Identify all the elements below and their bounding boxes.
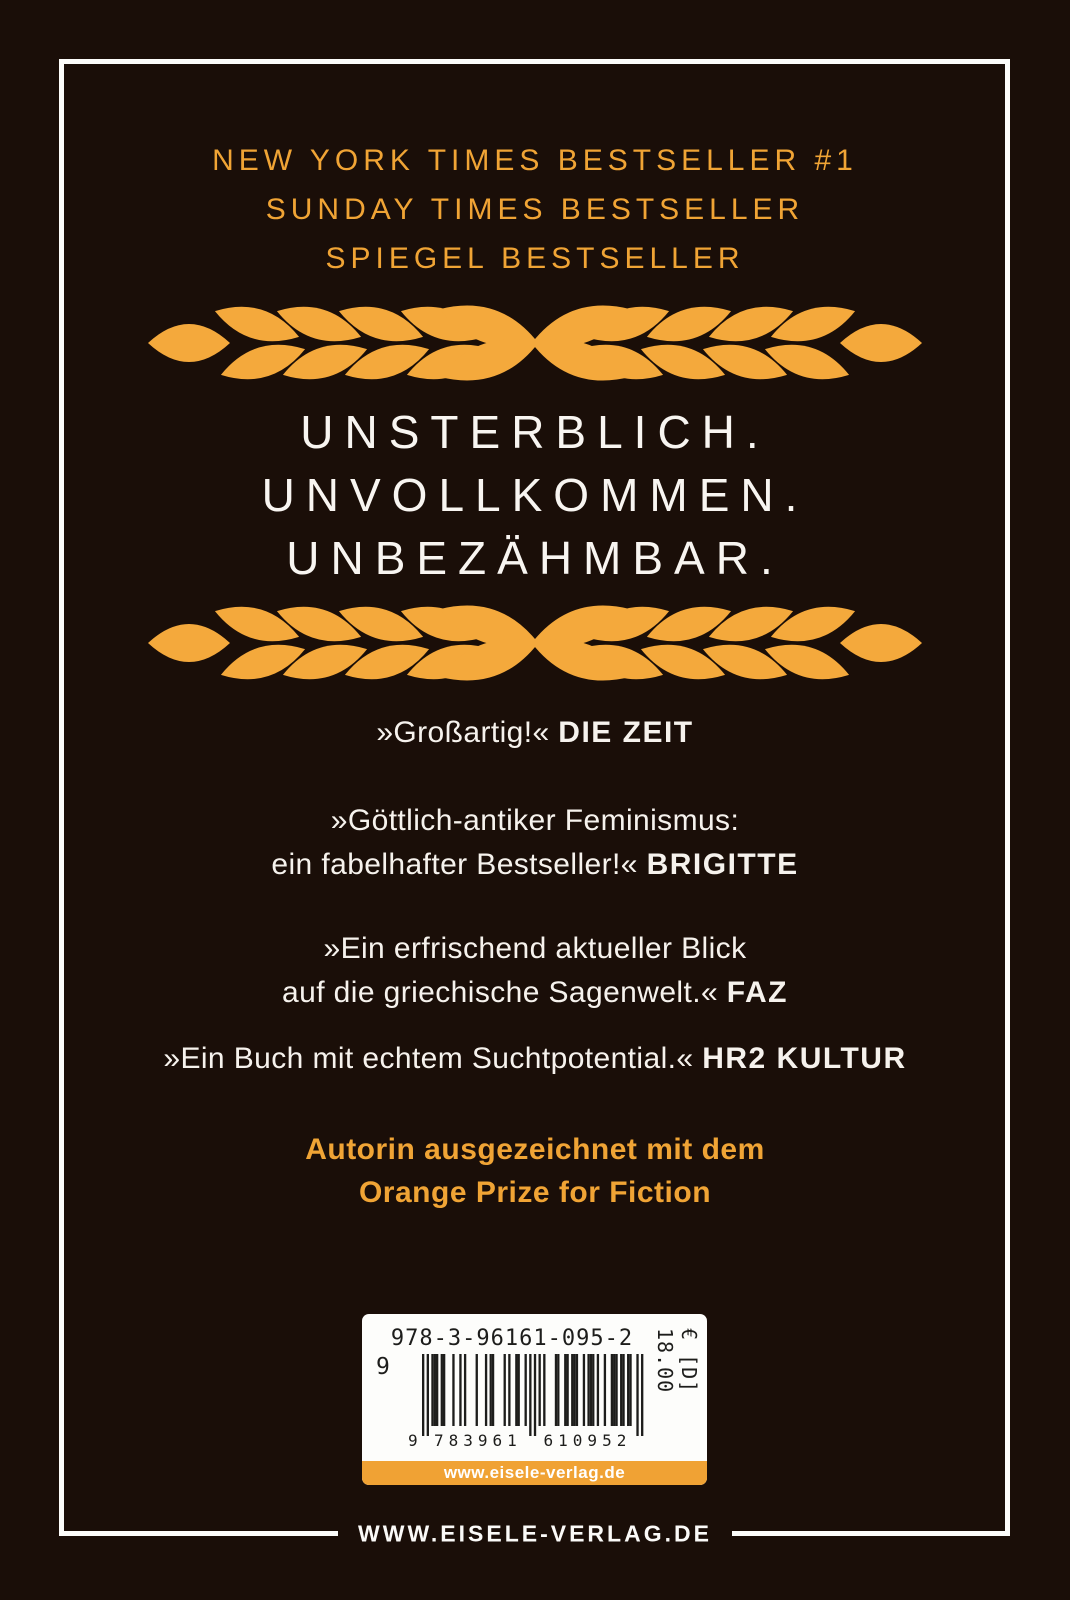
press-quote-die-zeit	[0, 711, 1070, 755]
barcode-block	[362, 1314, 707, 1485]
award-note	[0, 1128, 1070, 1214]
quote-text: »Ein erfrischend aktueller Blick	[323, 932, 747, 965]
badge-spiegel: SPIEGEL BESTSELLER	[325, 242, 745, 275]
award-line-2: Orange Prize for Fiction	[358, 1176, 712, 1209]
badge-nyt: NEW YORK TIMES BESTSELLER #1	[212, 144, 858, 177]
isbn-number: 978-3-96161-095-2	[390, 1326, 634, 1351]
quote-text: »Göttlich-antiker Feminismus:	[330, 804, 740, 837]
badge-sunday-times: SUNDAY TIMES BESTSELLER	[265, 193, 805, 226]
tagline-line-1: UNSTERBLICH.	[300, 406, 770, 458]
press-quote-faz	[0, 927, 1070, 1015]
svg-text:610952: 610952	[543, 1431, 632, 1450]
footer-rule	[0, 1520, 1070, 1561]
bestseller-badges	[0, 136, 1070, 283]
ean-barcode-icon	[408, 1354, 646, 1450]
tagline-line-2: UNVOLLKOMMEN.	[261, 469, 809, 521]
price-value: 18.00	[653, 1328, 677, 1394]
price-currency-label: € [D]	[677, 1328, 701, 1394]
svg-text:9: 9	[408, 1431, 423, 1450]
tagline-line-3: UNBEZÄHMBAR.	[286, 532, 784, 584]
publisher-website: WWW.EISELE-VERLAG.DE	[338, 1521, 732, 1548]
quote-source: FAZ	[726, 976, 788, 1009]
price-tag	[653, 1328, 701, 1470]
quote-source: BRIGITTE	[646, 848, 799, 881]
quote-text: »Großartig!«	[376, 716, 550, 749]
laurel-ornament-icon	[147, 596, 923, 690]
quote-text: auf die griechische Sagenwelt.«	[282, 976, 719, 1009]
svg-text:783961: 783961	[434, 1431, 522, 1450]
quote-source: HR2 KULTUR	[702, 1042, 907, 1075]
tagline	[0, 401, 1070, 590]
laurel-ornament-icon	[147, 296, 923, 390]
quote-text: »Ein Buch mit echtem Suchtpotential.«	[163, 1042, 694, 1075]
press-quote-hr2-kultur	[0, 1037, 1070, 1081]
award-line-1: Autorin ausgezeichnet mit dem	[305, 1133, 765, 1166]
ean-leading-digit: 9	[376, 1354, 390, 1380]
press-quote-brigitte	[0, 799, 1070, 887]
quote-text: ein fabelhafter Bestseller!«	[271, 848, 638, 881]
quote-source: DIE ZEIT	[558, 716, 694, 749]
publisher-url-strip: www.eisele-verlag.de	[362, 1461, 707, 1485]
